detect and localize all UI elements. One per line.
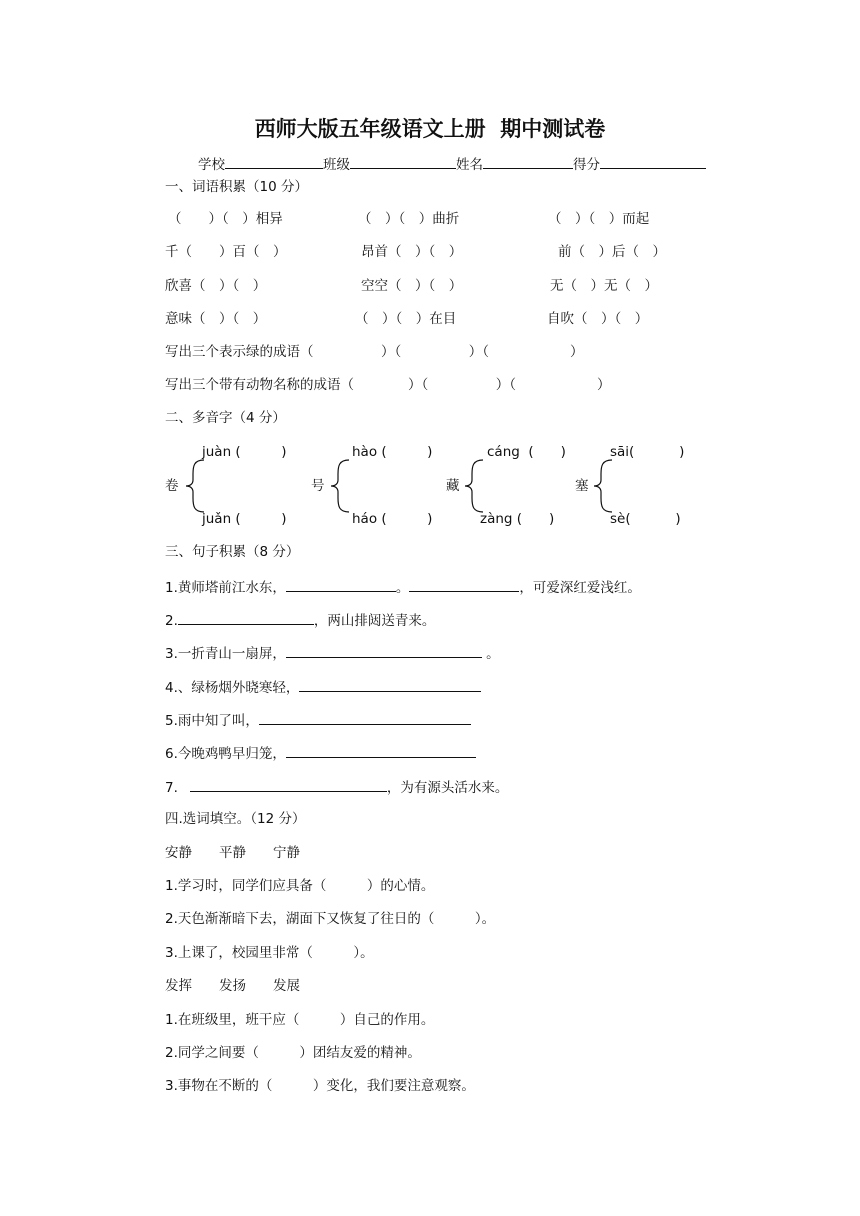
polyphone-char: 藏 (446, 478, 460, 494)
header-info-line (198, 154, 706, 174)
polyphone-char: 卷 (165, 478, 179, 494)
line-text: 。 (395, 580, 410, 596)
line-text: 4.、绿杨烟外晓寒轻， (165, 680, 300, 696)
fill-sentence: 2.同学之间要（ ）团结友爱的精神。 (165, 1045, 421, 1061)
line-text: ，两山排闼送青来。 (313, 613, 436, 629)
animal-idioms-question: 写出三个带有动物名称的成语（ ）（ ）（ ） (165, 377, 611, 393)
answer-blank[interactable] (286, 577, 396, 592)
name-blank[interactable] (483, 154, 573, 169)
poem-line-1 (165, 577, 641, 597)
word-choices-2: 发挥 发扬 发展 (165, 978, 300, 994)
word-item: （ ）（ ）曲折 (358, 211, 460, 227)
pinyin-top: sāi( ) (610, 444, 685, 460)
word-item: （ ）（ ）相异 (168, 211, 283, 227)
score-label: 得分 (573, 157, 600, 173)
page-title: 西师大版五年级语文上册 期中测试卷 (254, 117, 606, 141)
word-item: （ ）（ ）而起 (548, 211, 650, 227)
answer-blank[interactable] (178, 610, 314, 625)
answer-blank[interactable] (409, 577, 519, 592)
word-item: 意味（ ）（ ） (165, 311, 267, 327)
poem-line-7 (165, 777, 508, 797)
polyphone-char: 号 (311, 478, 325, 494)
answer-blank[interactable] (286, 743, 476, 758)
word-item: 无（ ）无（ ） (550, 278, 658, 294)
fill-sentence: 3.事物在不断的（ ）变化，我们要注意观察。 (165, 1078, 475, 1094)
poem-line-2 (165, 610, 435, 630)
word-item: 自吹（ ）（ ） (547, 311, 649, 327)
school-label: 学校 (198, 157, 225, 173)
fill-sentence: 3.上课了，校园里非常（ ）。 (165, 945, 374, 961)
answer-blank[interactable] (259, 710, 471, 725)
word-item: 昂首（ ）（ ） (361, 244, 463, 260)
answer-blank[interactable] (286, 643, 482, 658)
line-text: 3.一折青山一扇屏， (165, 646, 286, 662)
pinyin-bottom: sè( ) (610, 511, 681, 527)
fill-sentence: 1.学习时，同学们应具备（ ）的心情。 (165, 878, 435, 894)
word-item: 千（ ）百（ ） (165, 244, 287, 260)
line-text: 7. (165, 780, 178, 796)
pinyin-bottom: zàng ( ) (480, 511, 555, 527)
word-choices-1: 安静 平静 宁静 (165, 845, 300, 861)
word-item: （ ）（ ）在目 (355, 311, 457, 327)
poem-line-4 (165, 677, 481, 697)
line-text: 。 (481, 646, 500, 662)
pinyin-top: juàn ( ) (202, 444, 287, 460)
poem-line-6 (165, 743, 476, 763)
answer-blank[interactable] (299, 677, 481, 692)
section1-heading: 一、词语积累（10 分） (165, 179, 308, 195)
pinyin-bottom: juǎn ( ) (202, 511, 287, 527)
fill-sentence: 1.在班级里，班干应（ ）自己的作用。 (165, 1012, 435, 1028)
line-text: 2. (165, 613, 178, 629)
class-label: 班级 (323, 157, 350, 173)
school-blank[interactable] (225, 154, 323, 169)
poem-line-3 (165, 643, 500, 663)
class-blank[interactable] (350, 154, 456, 169)
polyphone-char: 塞 (575, 478, 589, 494)
pinyin-bottom: háo ( ) (352, 511, 433, 527)
line-text: 5.雨中知了叫， (165, 713, 259, 729)
section4-heading: 四.选词填空。（12 分） (165, 811, 306, 827)
pinyin-top: hào ( ) (352, 444, 433, 460)
name-label: 姓名 (456, 157, 483, 173)
fill-sentence: 2.天色渐渐暗下去，湖面下又恢复了往日的（ ）。 (165, 911, 496, 927)
brace-icon (463, 458, 485, 514)
line-text: ，为有源头活水来。 (386, 780, 509, 796)
line-text: 1.黄师塔前江水东， (165, 580, 286, 596)
line-text: ，可爱深红爱浅红。 (519, 580, 641, 596)
brace-icon (329, 458, 351, 514)
brace-icon (592, 458, 614, 514)
brace-icon (184, 458, 206, 514)
line-text: 6.今晚鸡鸭早归笼， (165, 746, 286, 762)
poem-line-5 (165, 710, 471, 730)
section2-heading: 二、多音字（4 分） (165, 410, 286, 426)
word-item: 空空（ ）（ ） (361, 278, 463, 294)
answer-blank[interactable] (190, 777, 387, 792)
green-idioms-question: 写出三个表示绿的成语（ ）（ ）（ ） (165, 344, 584, 360)
section3-heading: 三、句子积累（8 分） (165, 544, 300, 560)
word-item: 前（ ）后（ ） (558, 244, 666, 260)
word-item: 欣喜（ ）（ ） (165, 278, 267, 294)
score-blank[interactable] (600, 154, 706, 169)
pinyin-top: cáng ( ) (487, 444, 566, 460)
